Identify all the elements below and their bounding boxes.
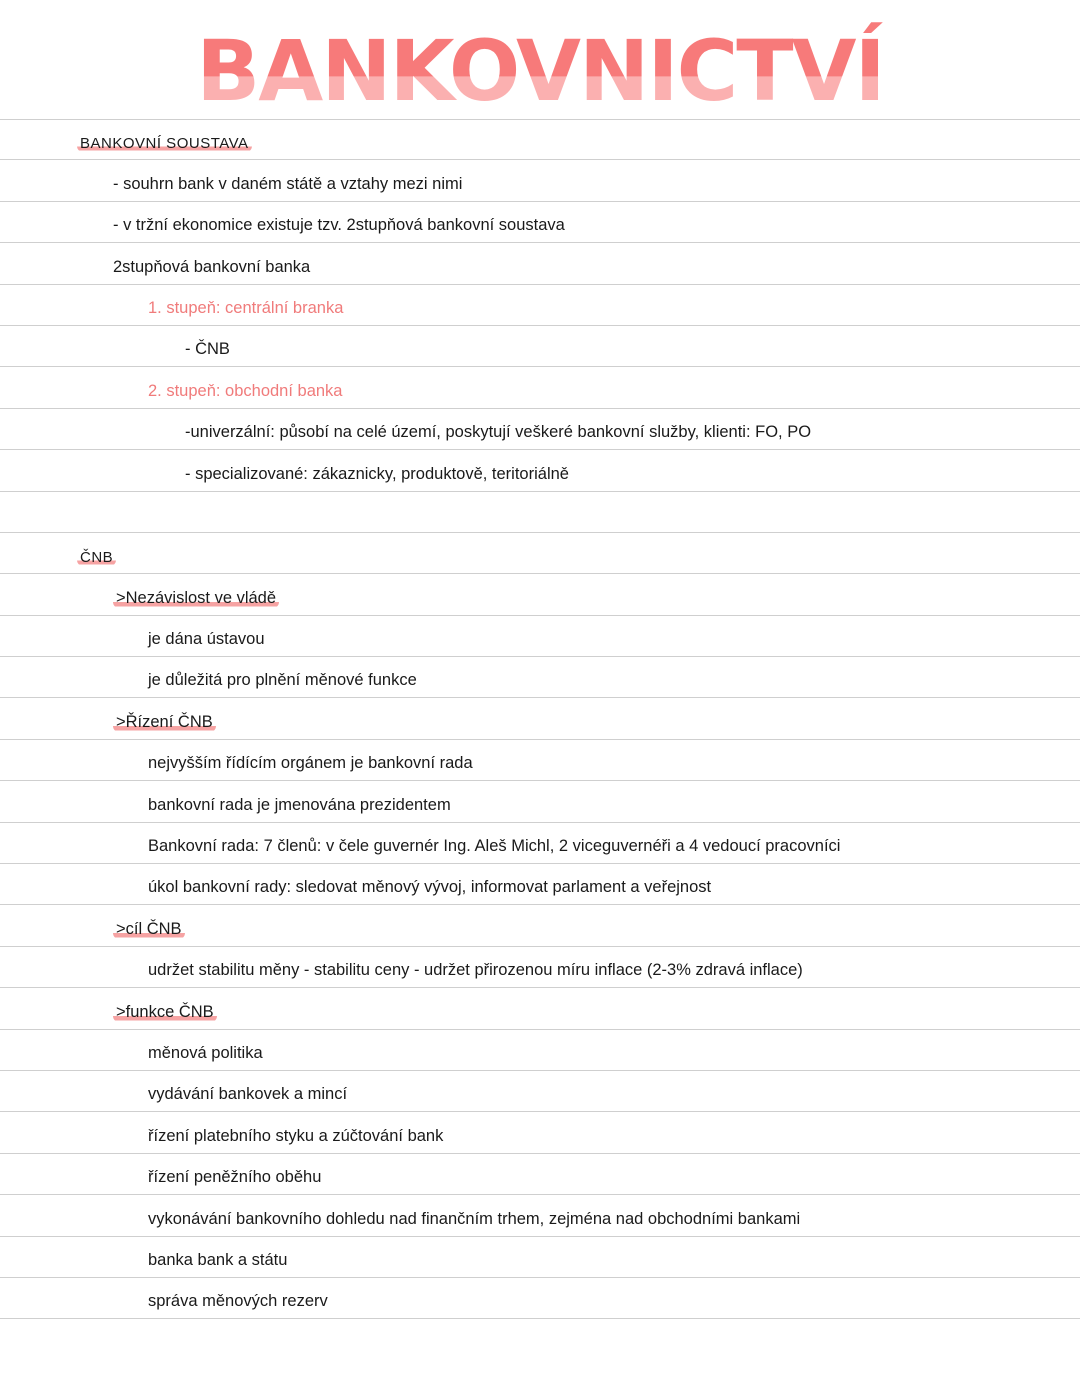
note-text: udržet stabilitu měny - stabilitu ceny - udržet přirozenou míru inflace (2-3% zdravá inflace): [148, 961, 803, 980]
note-text: 1. stupeň: centrální branka: [148, 298, 344, 317]
note-text: úkol bankovní rady: sledovat měnový vývoj, informovat parlament a veřejnost: [148, 878, 712, 897]
subsection-heading: >Řízení ČNB: [113, 713, 216, 732]
note-line: [0, 740, 1080, 781]
note-line: [0, 574, 1080, 615]
subsection-heading: >funkce ČNB: [113, 1003, 217, 1022]
note-text: vydávání bankovek a mincí: [148, 1085, 348, 1104]
note-line: [0, 1278, 1080, 1319]
note-line: [0, 657, 1080, 698]
note-line: [0, 1237, 1080, 1278]
notes-body: [0, 119, 1080, 1319]
note-line: [0, 367, 1080, 408]
note-line: [0, 781, 1080, 822]
note-text: - ČNB: [185, 340, 230, 359]
note-text: -univerzální: působí na celé území, poskytují veškeré bankovní služby, klienti: FO, PO: [185, 423, 812, 442]
note-line: [0, 947, 1080, 988]
section-heading: BANKOVNÍ SOUSTAVA: [77, 135, 252, 152]
note-line: [0, 160, 1080, 201]
note-line: [0, 492, 1080, 533]
note-text: řízení platebního styku a zúčtování bank: [148, 1126, 444, 1145]
note-text: správa měnových rezerv: [148, 1292, 328, 1311]
note-line: [0, 1154, 1080, 1195]
note-line: [0, 202, 1080, 243]
page-title: BANKOVNICTVÍ: [0, 22, 1080, 120]
note-text: - souhrn bank v daném státě a vztahy mezi nimi: [113, 174, 463, 193]
note-text: - v tržní ekonomice existuje tzv. 2stupňová bankovní soustava: [113, 216, 565, 235]
note-line: [0, 533, 1080, 574]
note-text: je důležitá pro plnění měnové funkce: [148, 671, 417, 690]
note-text: bankovní rada je jmenována prezidentem: [148, 795, 451, 814]
note-line: [0, 409, 1080, 450]
note-line: [0, 1071, 1080, 1112]
note-line: [0, 864, 1080, 905]
note-line: [0, 1112, 1080, 1153]
note-line: [0, 616, 1080, 657]
note-line: [0, 988, 1080, 1029]
subsection-heading: >cíl ČNB: [113, 920, 185, 939]
note-line: [0, 326, 1080, 367]
note-line: [0, 1195, 1080, 1236]
note-text: Bankovní rada: 7 členů: v čele guvernér Ing. Aleš Michl, 2 viceguvernéři a 4 vedoucí pracovníci: [148, 837, 841, 856]
note-line: [0, 285, 1080, 326]
note-line: [0, 823, 1080, 864]
note-text: vykonávání bankovního dohledu nad finančním trhem, zejména nad obchodními bankami: [148, 1209, 801, 1228]
section-heading: ČNB: [77, 549, 116, 566]
note-line: [0, 698, 1080, 739]
subsection-heading: >Nezávislost ve vládě: [113, 589, 279, 608]
note-text: - specializované: zákaznicky, produktově, teritoriálně: [185, 464, 569, 483]
note-line: [0, 1030, 1080, 1071]
note-line: [0, 119, 1080, 160]
note-text: banka bank a státu: [148, 1250, 288, 1269]
note-text: 2stupňová bankovní banka: [113, 257, 311, 276]
note-text: 2. stupeň: obchodní banka: [148, 381, 343, 400]
note-text: řízení peněžního oběhu: [148, 1168, 322, 1187]
note-text: nejvyšším řídícím orgánem je bankovní rada: [148, 754, 473, 773]
note-text: je dána ústavou: [148, 630, 265, 649]
note-line: [0, 243, 1080, 284]
note-line: [0, 905, 1080, 946]
note-text: měnová politika: [148, 1043, 263, 1062]
note-line: [0, 450, 1080, 491]
